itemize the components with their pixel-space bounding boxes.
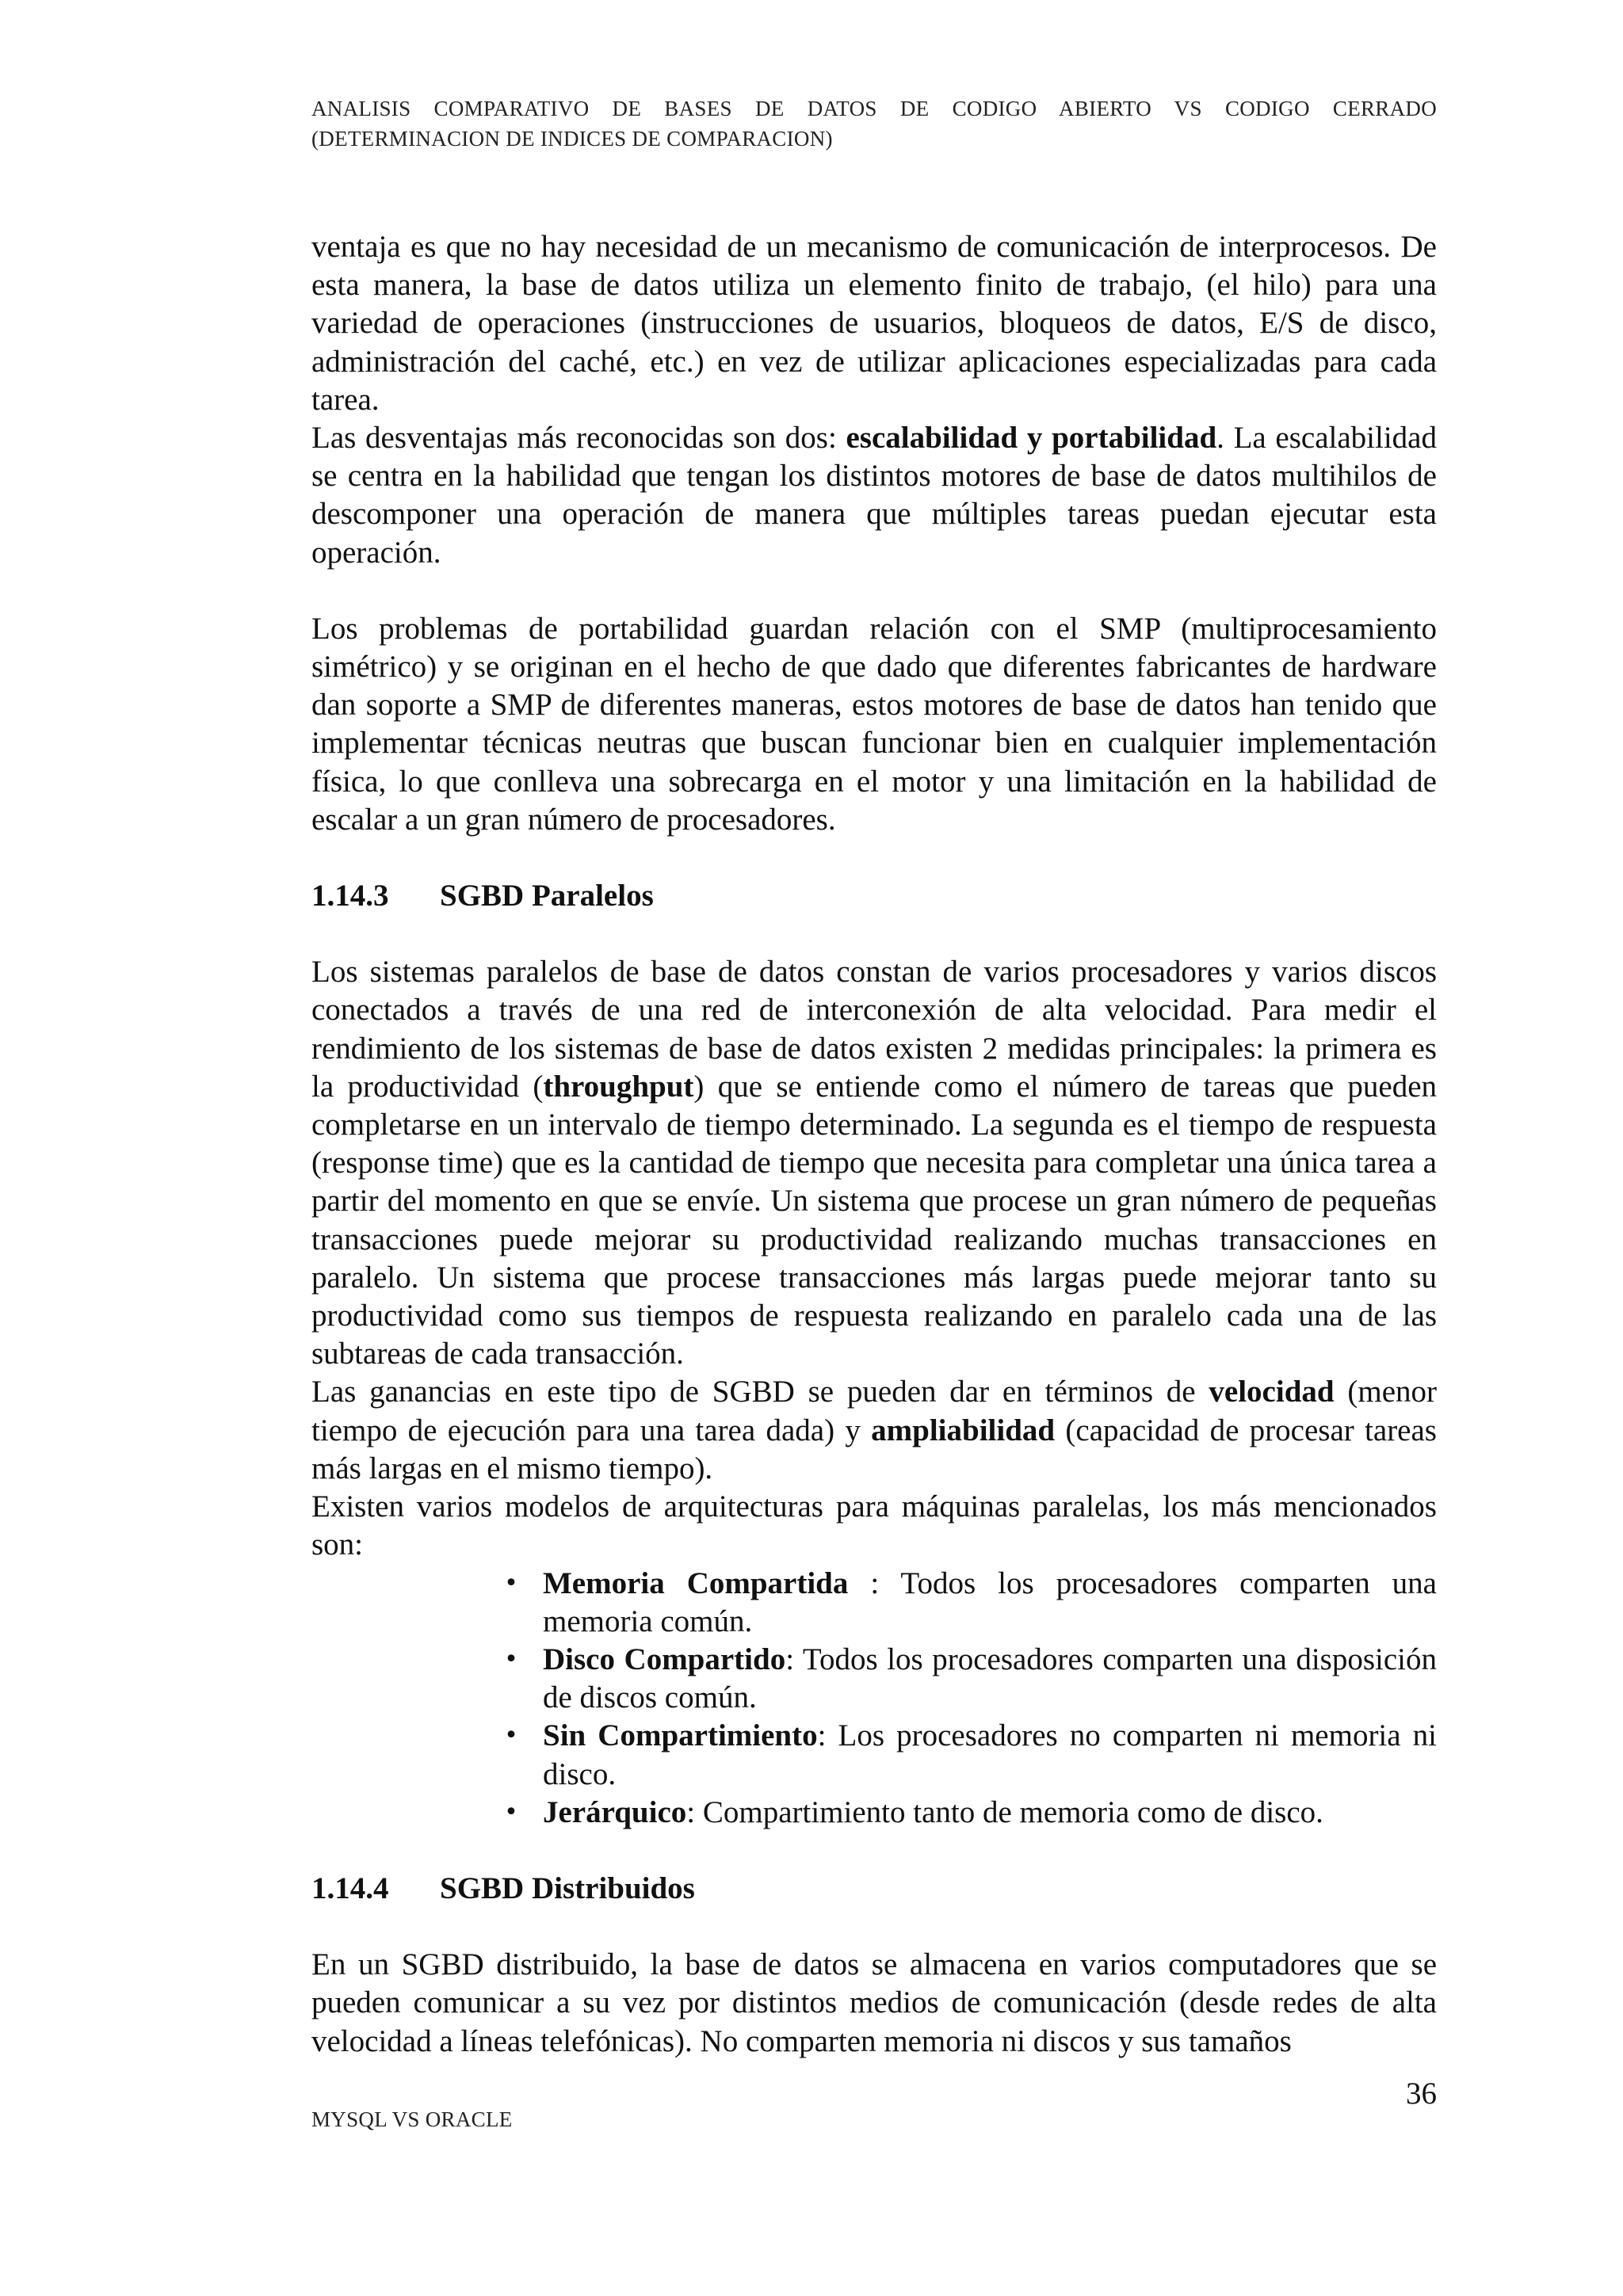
list-item [495,1794,1437,1832]
section-heading-distributed [311,1870,1437,1908]
bold-term-ampliabilidad: ampliabilidad [871,1413,1056,1447]
text-run: (menor tiempo de ejecución para una tarea dada) y [311,1375,1437,1447]
paragraph-distributed: En un SGBD distribuido, la base de datos se almacena en varios computadores que se pueden comunicar a su vez por distintos medios de comunicación (desde redes de alta velocidad a líneas telefónicas). No comparten memoria ni discos y sus tamaños [311,1947,1437,2058]
bullet-icon: • [504,1645,518,1673]
bullet-icon: • [504,1569,518,1597]
list-item [495,1641,1437,1717]
section-heading-parallel [311,877,1437,915]
paragraph-portability: Los problemas de portabilidad guardan relación con el SMP (multiprocesamiento simétrico) y se originan en el hecho de que dado que diferentes fabricantes de hardware dan soporte a SMP de diferentes maneras, estos motores de base de datos han tenido que implementar técnicas neutras que buscan funcionar bien en cualquier implementación física, lo que conlleva una sobrecarga en el motor y una limitación en la habilidad de escalar a un gran número de procesadores. [311,611,1437,837]
text-run: ) que se entiende como el número de tareas que pueden completarse en un intervalo de tiempo determinado. La segunda es el tiempo de respuesta (response time) que es la cantidad de tiempo que necesita para completar una única tarea a partir del momento en que se envíe. Un sistema que procese un gran número de pequeñas transacciones puede mejorar su productividad realizando muchas transacciones en paralelo. Un sistema que procese transacciones más largas puede mejorar tanto su productividad como sus tiempos de respuesta realizando en paralelo cada una de las subtareas de cada transacción. [311,1069,1437,1371]
list-desc: : Los procesadores no comparten ni memoria ni disco. [543,1718,1438,1791]
paragraph-architectures: Existen varios modelos de arquitecturas para máquinas paralelas, los más mencionados son: [311,1489,1437,1562]
text-run: Los sistemas paralelos de base de datos constan de varios procesadores y varios discos conectados a través de una red de interconexión de alta velocidad. Para medir el rendimiento de los sistemas de base de datos existen 2 medidas principales: la primera es la productividad ( [311,955,1437,1104]
list-desc: : Compartimiento tanto de memoria como de disco. [686,1794,1323,1829]
architecture-list [311,1565,1437,1832]
list-item [495,1565,1437,1641]
page-number: 36 [1406,2077,1437,2111]
text-run: Las desventajas más reconocidas son dos: [311,421,846,456]
bullet-icon: • [504,1798,518,1826]
header-line-2: (DETERMINACION DE INDICES DE COMPARACION) [311,127,833,151]
section-title: SGBD Paralelos [440,879,654,913]
text-run: . La escalabilidad se centra en la habilidad que tengan los distintos motores de base de datos multihilos de descomponer una operación de manera que múltiples tareas puedan ejecutar esta operación. [311,421,1437,570]
list-term: Jerárquico [543,1794,687,1829]
page-body [311,228,1437,2061]
list-desc: : Todos los procesadores comparten una memoria común. [543,1566,1437,1638]
paragraph-parallel-systems [311,953,1437,1373]
section-title: SGBD Distribuidos [440,1871,695,1905]
bold-term-throughput: throughput [543,1069,694,1104]
section-number: 1.14.4 [311,1871,389,1905]
list-term: Sin Compartimiento [543,1718,818,1753]
text-run: (capacidad de procesar tareas más largas en el mismo tiempo). [311,1413,1437,1486]
paragraph-gains [311,1373,1437,1488]
section-number: 1.14.3 [311,879,389,913]
list-item [495,1717,1437,1793]
text-run: Las ganancias en este tipo de SGBD se pueden dar en términos de [311,1375,1209,1409]
bullet-icon: • [504,1722,518,1750]
list-desc: : Todos los procesadores comparten una disposición de discos común. [543,1642,1438,1715]
list-term: Memoria Compartida [543,1566,849,1600]
header-line-1: ANALISIS COMPARATIVO DE BASES DE DATOS DE CODIGO ABIERTO VS CODIGO CERRADO [311,97,1437,120]
list-term: Disco Compartido [543,1642,786,1676]
paragraph-threads-advantage: ventaja es que no hay necesidad de un mecanismo de comunicación de interprocesos. De esta manera, la base de datos utiliza un elemento finito de trabajo, (el hilo) para una variedad de operaciones (instrucciones de usuarios, bloqueos de datos, E/S de disco, administración del caché, etc.) en vez de utilizar aplicaciones especializadas para cada tarea. [311,230,1437,417]
running-footer: MYSQL VS ORACLE [311,2107,513,2131]
bold-term-velocidad: velocidad [1209,1375,1335,1409]
running-header [311,93,1437,154]
paragraph-disadvantages [311,419,1437,572]
bold-term-scalability-portability: escalabilidad y portabilidad [846,421,1217,456]
